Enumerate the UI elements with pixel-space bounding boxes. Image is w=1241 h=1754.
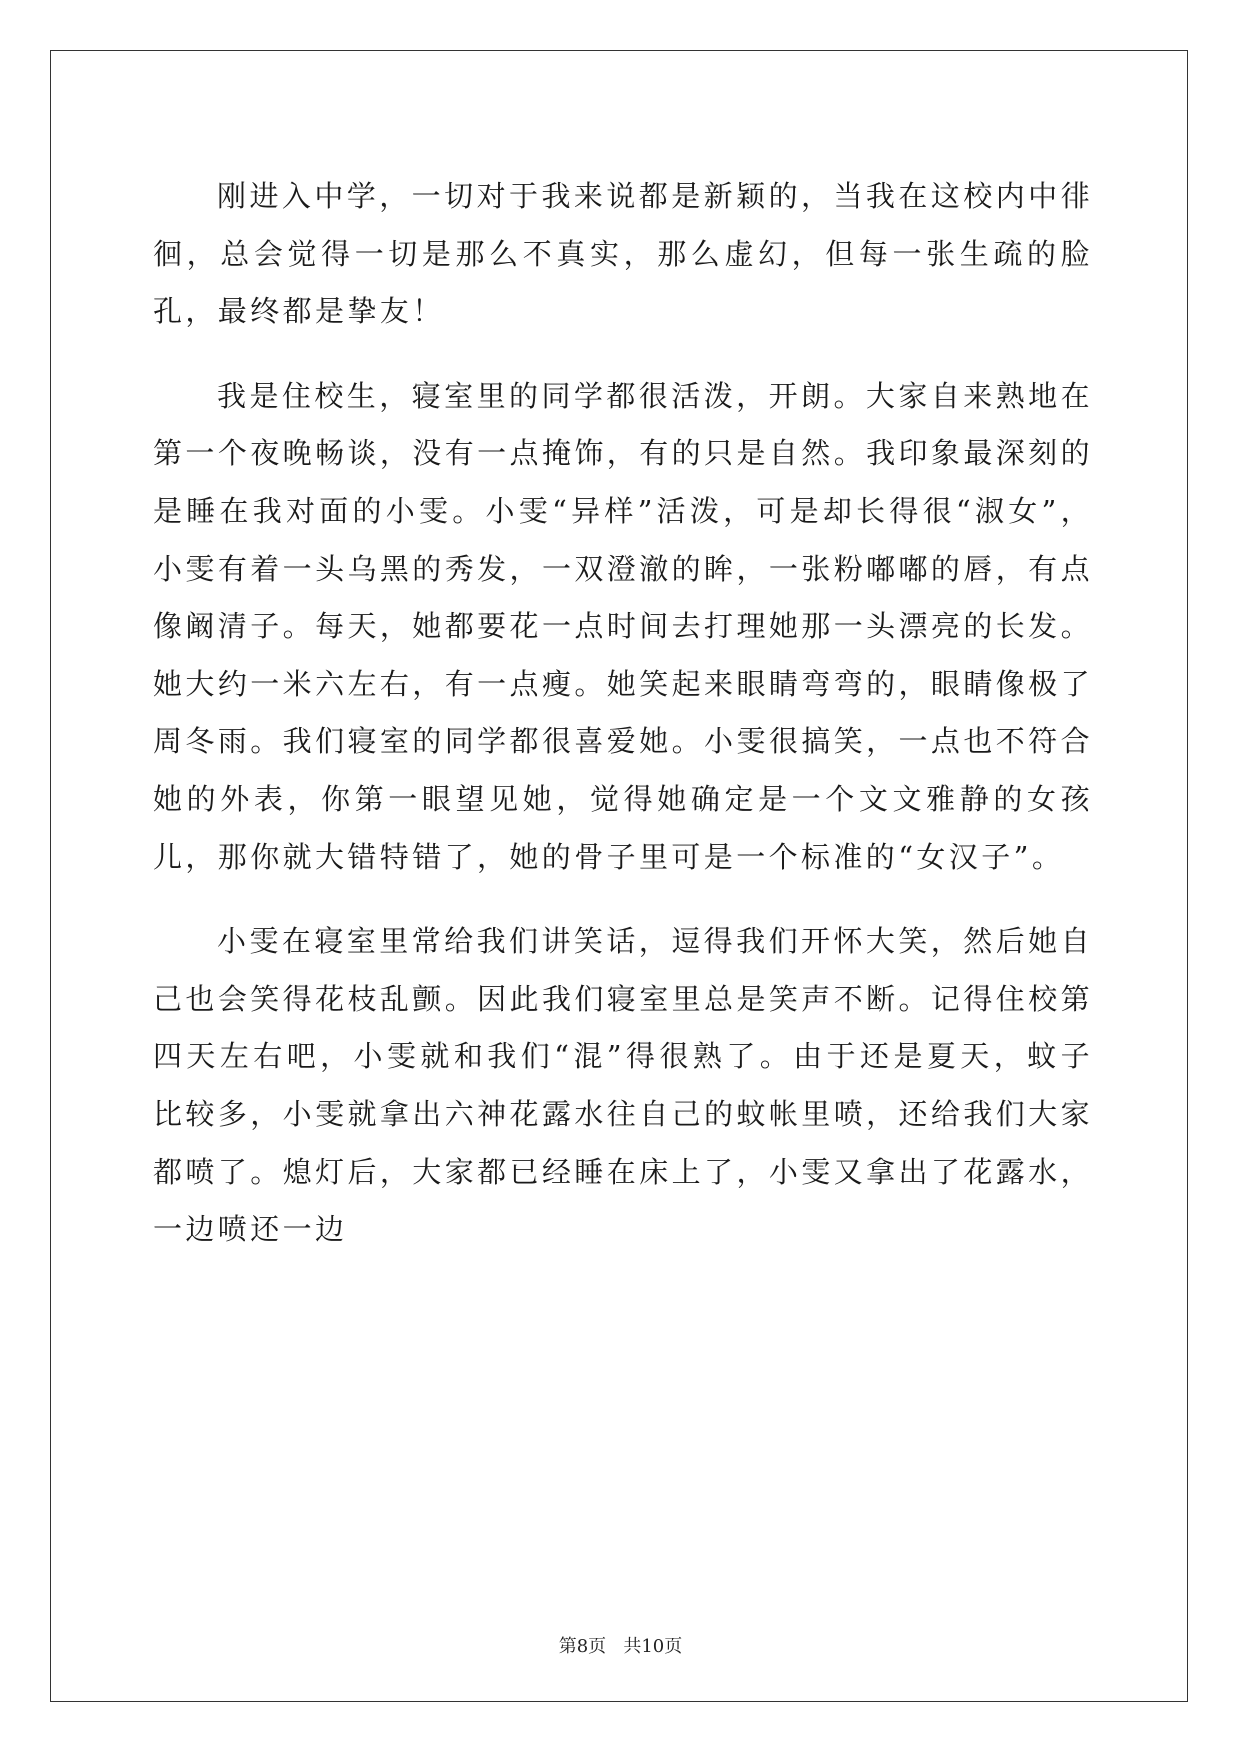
page-total: 共10页 [623, 1636, 683, 1657]
paragraph-3: 小雯在寝室里常给我们讲笑话，逗得我们开怀大笑，然后她自己也会笑得花枝乱颤。因此我们寝室里总是笑声不断。记得住校第四天左右吧，小雯就和我们“混”得很熟了。由于还是夏天，蚊子比较多，小雯就拿出六神花露水往自己的蚊帐里喷，还给我们大家都喷了。熄灯后，大家都已经睡在床上了，小雯又拿出了花露水，一边喷还一边 [153, 924, 1093, 1247]
document-body [153, 168, 1093, 1259]
paragraph-1: 刚进入中学，一切对于我来说都是新颖的，当我在这校内中徘徊，总会觉得一切是那么不真实，那么虚幻，但每一张生疏的脸孔，最终都是挚友！ [153, 179, 1093, 329]
paragraph-2: 我是住校生，寝室里的同学都很活泼，开朗。大家自来熟地在第一个夜晚畅谈，没有一点掩饰，有的只是自然。我印象最深刻的是睡在我对面的小雯。小雯“异样”活泼，可是却长得很“淑女”，小雯有着一头乌黑的秀发，一双澄澈的眸，一张粉嘟嘟的唇，有点像阚清子。每天，她都要花一点时间去打理她那一头漂亮的长发。她大约一米六左右，有一点瘦。她笑起来眼睛弯弯的，眼睛像极了周冬雨。我们寝室的同学都很喜爱她。小雯很搞笑，一点也不符合她的外表，你第一眼望见她，觉得她确定是一个文文雅静的女孩儿，那你就大错特错了，她的骨子里可是一个标准的“女汉子”。 [153, 378, 1093, 874]
page-footer [0, 1632, 1241, 1658]
page-number: 第8页 [558, 1636, 607, 1657]
